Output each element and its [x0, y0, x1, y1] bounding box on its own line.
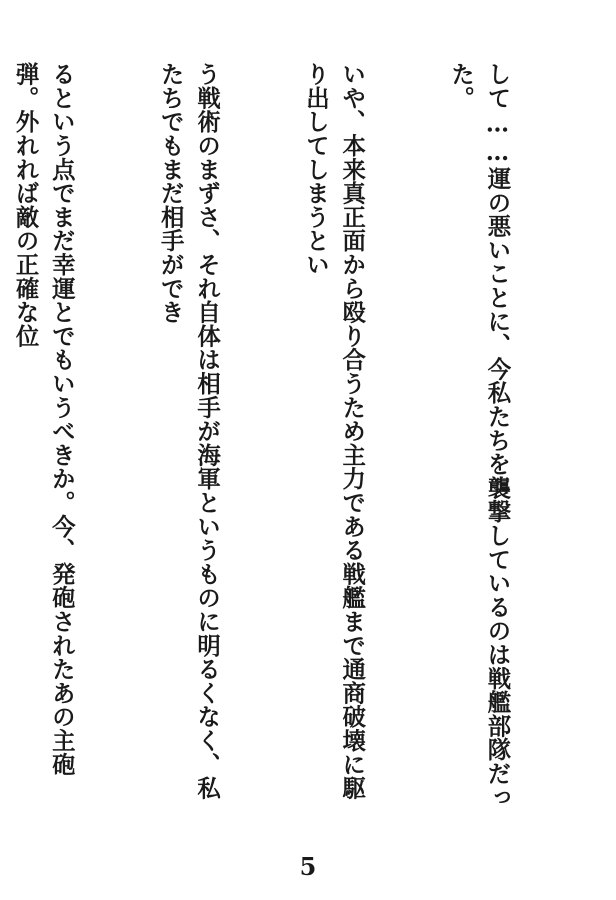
vertical-text-body	[11, 62, 588, 822]
text-line: るという点でまだ幸運とでもいうべきか。今、発砲されたあの主砲弾。外れれば敵の正確な位	[11, 62, 76, 776]
text-line: う戦術のまずさ、それ自体は相手が海軍というものに明るくなく、私たちでもまだ相手ができ	[156, 62, 222, 800]
text-line: して……運の悪いことに、今私たちを襲撃しているのは戦艦部隊だった。	[447, 62, 512, 809]
text-line: いや、本来真正面から殴り合うため主力である戦艦まで通商破壊に駆り出してしまうとい	[301, 62, 367, 800]
page-number: 5	[299, 852, 317, 881]
